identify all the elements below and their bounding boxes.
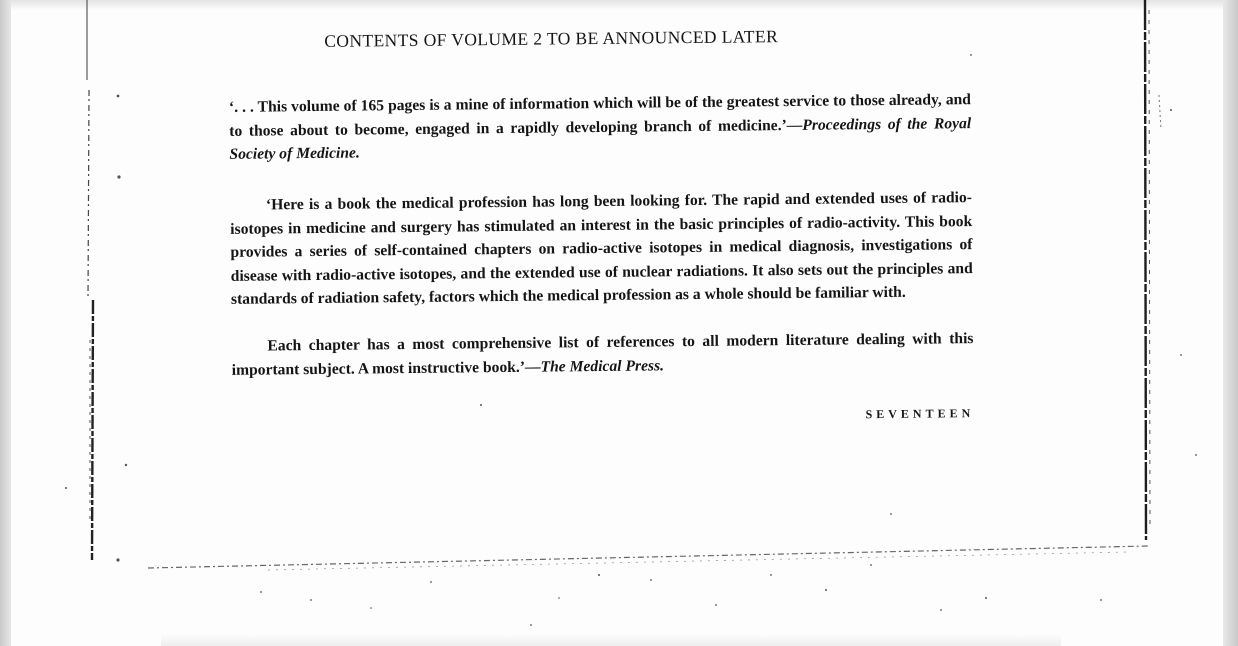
viewer-left-gutter	[0, 0, 11, 646]
quote-source: The Medical Press.	[540, 356, 665, 376]
left-page-edge	[84, 0, 98, 565]
scanned-page	[11, 0, 1223, 646]
bottom-page-edge	[148, 540, 1148, 576]
page-bottom-shadow	[161, 634, 1061, 646]
viewer-right-gutter	[1223, 0, 1238, 646]
review-quote-medical-press-continued	[231, 327, 973, 382]
page-label: SEVENTEEN	[865, 406, 975, 422]
quote-text: ‘Here is a book the medical profession has long been looking for. The rapid and extended uses of radio-isotopes in medicine and surgery has stimulated an interest in the basic principles of radio-activity. This book provides a series of self-contained chapters on radio-active isotopes in medical diagnosis, investigations of disease with radio-active isotopes, and the extended use of nuclear radiations. It also sets out the principles and standards of radiation safety, factors which the medical profession as a whole should be familiar with.	[230, 189, 973, 308]
review-quote-royal-society	[229, 88, 972, 166]
page-heading: CONTENTS OF VOLUME 2 TO BE ANNOUNCED LATER	[324, 26, 779, 51]
review-quote-medical-press	[230, 186, 973, 311]
right-page-edge	[1139, 0, 1163, 540]
quote-text: Each chapter has a most comprehensive list of references to all modern literature dealing with this important subject. A most instructive book.’—	[231, 330, 974, 379]
quote-text: ‘. . . This volume of 165 pages is a mine of information which will be of the greatest service to those already, and to those about to become, engaged in a rapidly developing branch of medicine.’—	[228, 91, 972, 140]
quote-source: Proceedings of the Royal Society of Medicine.	[229, 114, 972, 163]
page-top-shadow	[11, 0, 1223, 10]
